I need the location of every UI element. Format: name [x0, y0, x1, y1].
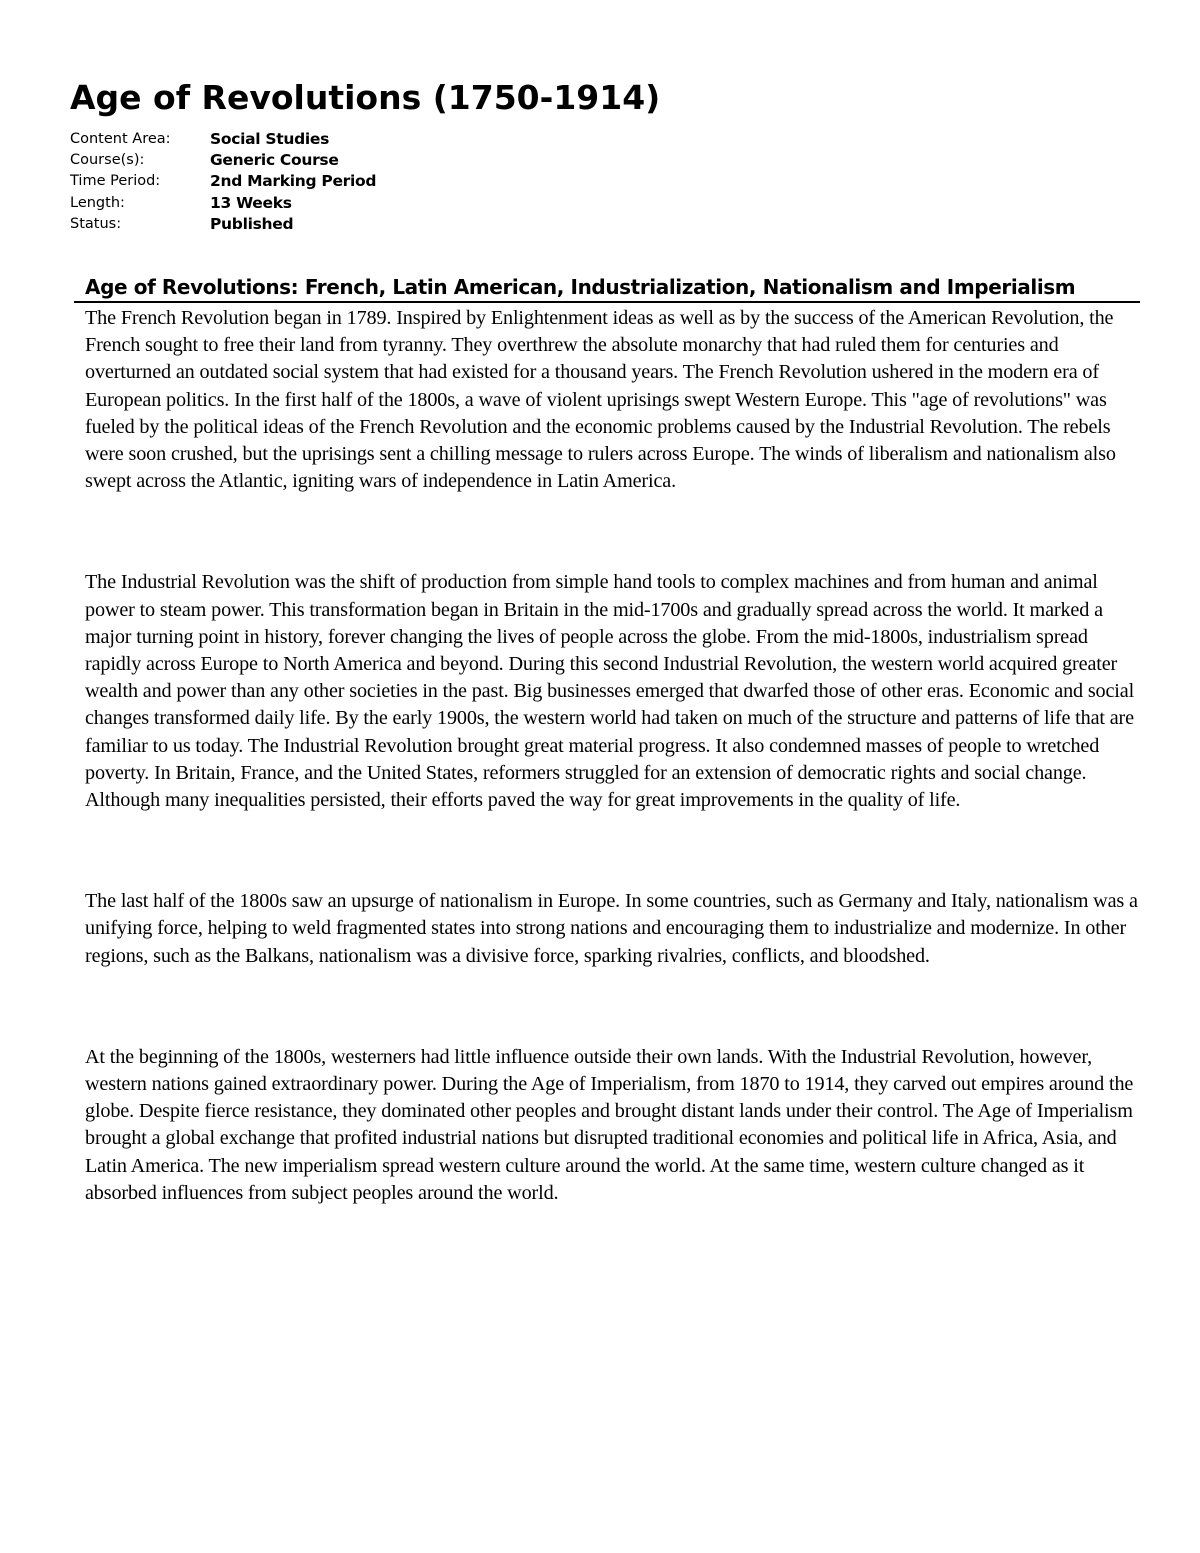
- paragraph-nationalism: The last half of the 1800s saw an upsurge of nationalism in Europe. In some countries, such as Germany and Italy, nationalism was a unifying force, helping to weld fragmented states into strong nations and encouraging them to industrialize and modernize. In other regions, such as the Balkans, nationalism was a divisive force, sparking rivalries, conflicts, and bloodshed.: [85, 890, 1138, 967]
- course-metadata: [70, 129, 570, 235]
- metadata-value: 13 Weeks: [210, 193, 292, 212]
- paragraph-industrial-revolution: The Industrial Revolution was the shift of production from simple hand tools to complex machines and from human and animal power to steam power. This transformation began in Britain in the mid-1700s and gradually spread across the world. It marked a major turning point in history, forever changing the lives of people across the globe. From the mid-1800s, industrialism spread rapidly across Europe to North America and beyond. During this second Industrial Revolution, the western world acquired greater wealth and power than any other societies in the past. Big businesses emerged that dwarfed those of other eras. Economic and social changes transformed daily life. By the early 1900s, the western world had taken on much of the structure and patterns of life that are familiar to us today. The Industrial Revolution brought great material progress. It also condemned masses of people to wretched poverty. In Britain, France, and the United States, reformers struggled for an extension of democratic rights and social change. Although many inequalities persisted, their efforts paved the way for great improvements in the quality of life.: [85, 571, 1135, 812]
- metadata-value: Generic Course: [210, 151, 339, 170]
- metadata-row: [70, 150, 570, 171]
- metadata-row: [70, 171, 570, 192]
- metadata-label: Status:: [70, 215, 122, 232]
- paragraph-spacer: [85, 495, 1140, 569]
- section-body: [74, 303, 1140, 1207]
- metadata-row: [70, 214, 570, 235]
- metadata-label: Content Area:: [70, 131, 171, 147]
- paragraph-spacer: [85, 814, 1140, 888]
- unit-overview-section: [74, 273, 1140, 1207]
- paragraph-imperialism: At the beginning of the 1800s, westerners had little influence outside their own lands. With the Industrial Revolution, however, western nations gained extraordinary power. During the Age of Imperialism, from 1870 to 1914, they carved out empires around the globe. Despite fierce resistance, they dominated other peoples and brought distant lands under their control. The Age of Imperialism brought a global exchange that profited industrial nations but disrupted traditional economies and political life in Africa, Asia, and Latin America. The new imperialism spread western culture around the world. At the same time, western culture changed as it absorbed influences from subject peoples around the world.: [85, 1045, 1134, 1204]
- paragraph-spacer: [85, 970, 1140, 1044]
- page-title: Age of Revolutions (1750-1914): [70, 78, 661, 117]
- section-heading: Age of Revolutions: French, Latin American, Industrialization, Nationalism and Imperialism: [74, 273, 1140, 303]
- metadata-value: Social Studies: [210, 130, 330, 148]
- paragraph-french-revolution: The French Revolution began in 1789. Inspired by Enlightenment ideas as well as by the success of the American Revolution, the French sought to free their land from tyranny. They overthrew the absolute monarchy that had ruled them for centuries and overturned an outdated social system that had existed for a thousand years. The French Revolution ushered in the modern era of European politics. In the first half of the 1800s, a wave of violent uprisings swept Western Europe. This "age of revolutions" was fueled by the political ideas of the French Revolution and the economic problems caused by the Industrial Revolution. The rebels were soon crushed, but the uprisings sent a chilling message to rulers across Europe. The winds of liberalism and nationalism also swept across the Atlantic, igniting wars of independence in Latin America.: [85, 307, 1116, 493]
- metadata-label: Course(s):: [70, 152, 145, 169]
- metadata-value: 2nd Marking Period: [210, 172, 377, 191]
- metadata-label: Time Period:: [70, 173, 161, 190]
- metadata-row: [70, 129, 570, 150]
- metadata-value: Published: [210, 214, 294, 233]
- metadata-row: [70, 193, 570, 214]
- metadata-label: Length:: [70, 194, 125, 211]
